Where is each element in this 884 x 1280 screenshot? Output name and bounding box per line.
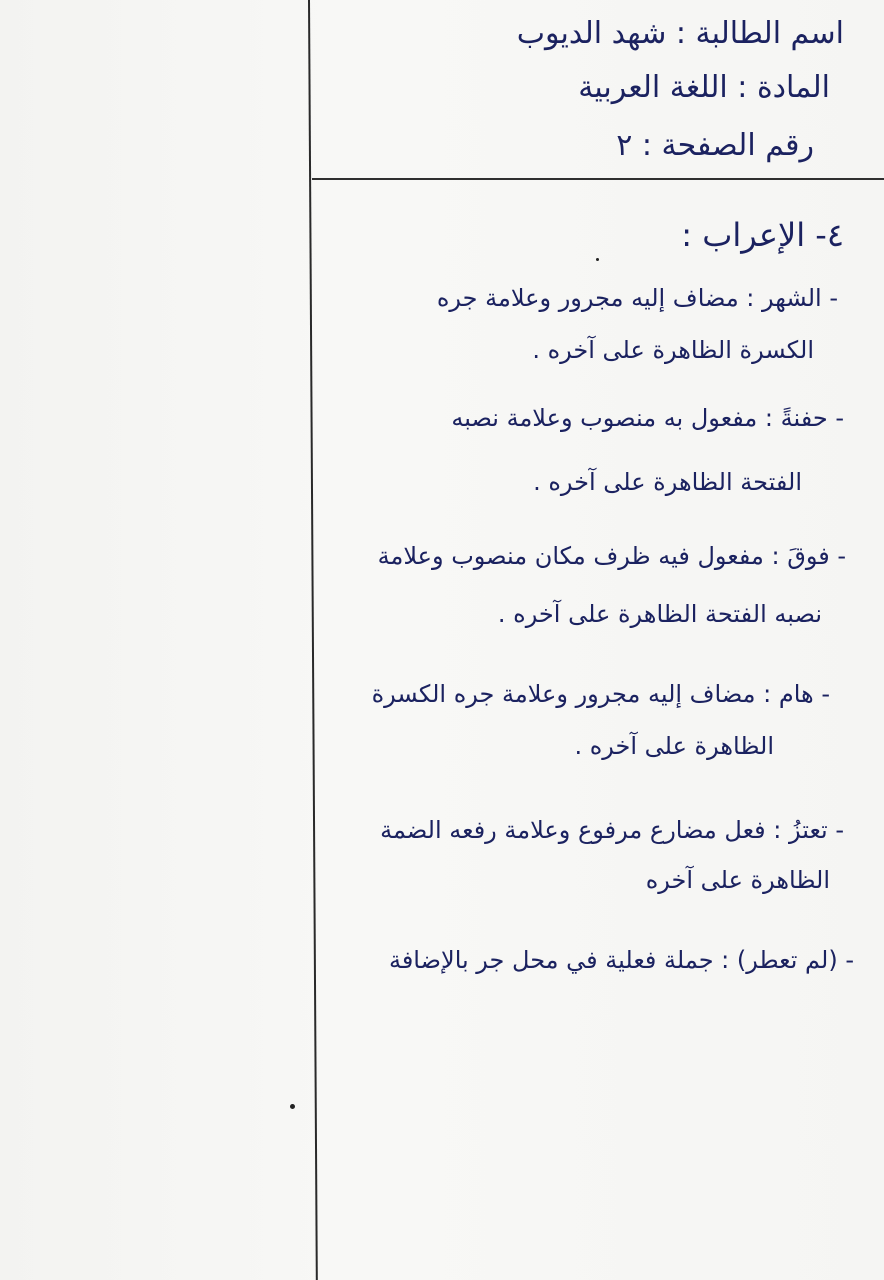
list-item-line: - فوقَ : مفعول فيه ظرف مكان منصوب وعلامة <box>377 542 846 570</box>
margin-line <box>308 0 318 1280</box>
list-item-line: نصبه الفتحة الظاهرة على آخره . <box>497 600 822 628</box>
list-item-line: - تعتزُ : فعل مضارع مرفوع وعلامة رفعه الضمة <box>380 816 844 844</box>
student-name: اسم الطالبة : شهد الديوب <box>516 16 844 51</box>
list-item-line: الظاهرة على آخره . <box>574 732 774 760</box>
page-number: رقم الصفحة : ٢ <box>616 128 814 163</box>
list-item-line: الفتحة الظاهرة على آخره . <box>533 468 802 496</box>
ink-dot <box>290 1104 295 1109</box>
list-item-line: - الشهر : مضاف إليه مجرور وعلامة جره <box>436 284 838 312</box>
subject: المادة : اللغة العربية <box>578 70 830 105</box>
list-item-line: - هام : مضاف إليه مجرور وعلامة جره الكسرة <box>371 680 830 708</box>
section-title: ٤- الإعراب : <box>681 216 844 254</box>
header-separator <box>312 178 884 180</box>
ink-dot <box>596 258 599 261</box>
list-item-line: - (لم تعطر) : جملة فعلية في محل جر بالإضافة <box>388 946 854 974</box>
list-item-line: الكسرة الظاهرة على آخره . <box>532 336 814 364</box>
list-item-line: الظاهرة على آخره <box>645 866 830 894</box>
list-item-line: - حفنةً : مفعول به منصوب وعلامة نصبه <box>451 404 844 432</box>
